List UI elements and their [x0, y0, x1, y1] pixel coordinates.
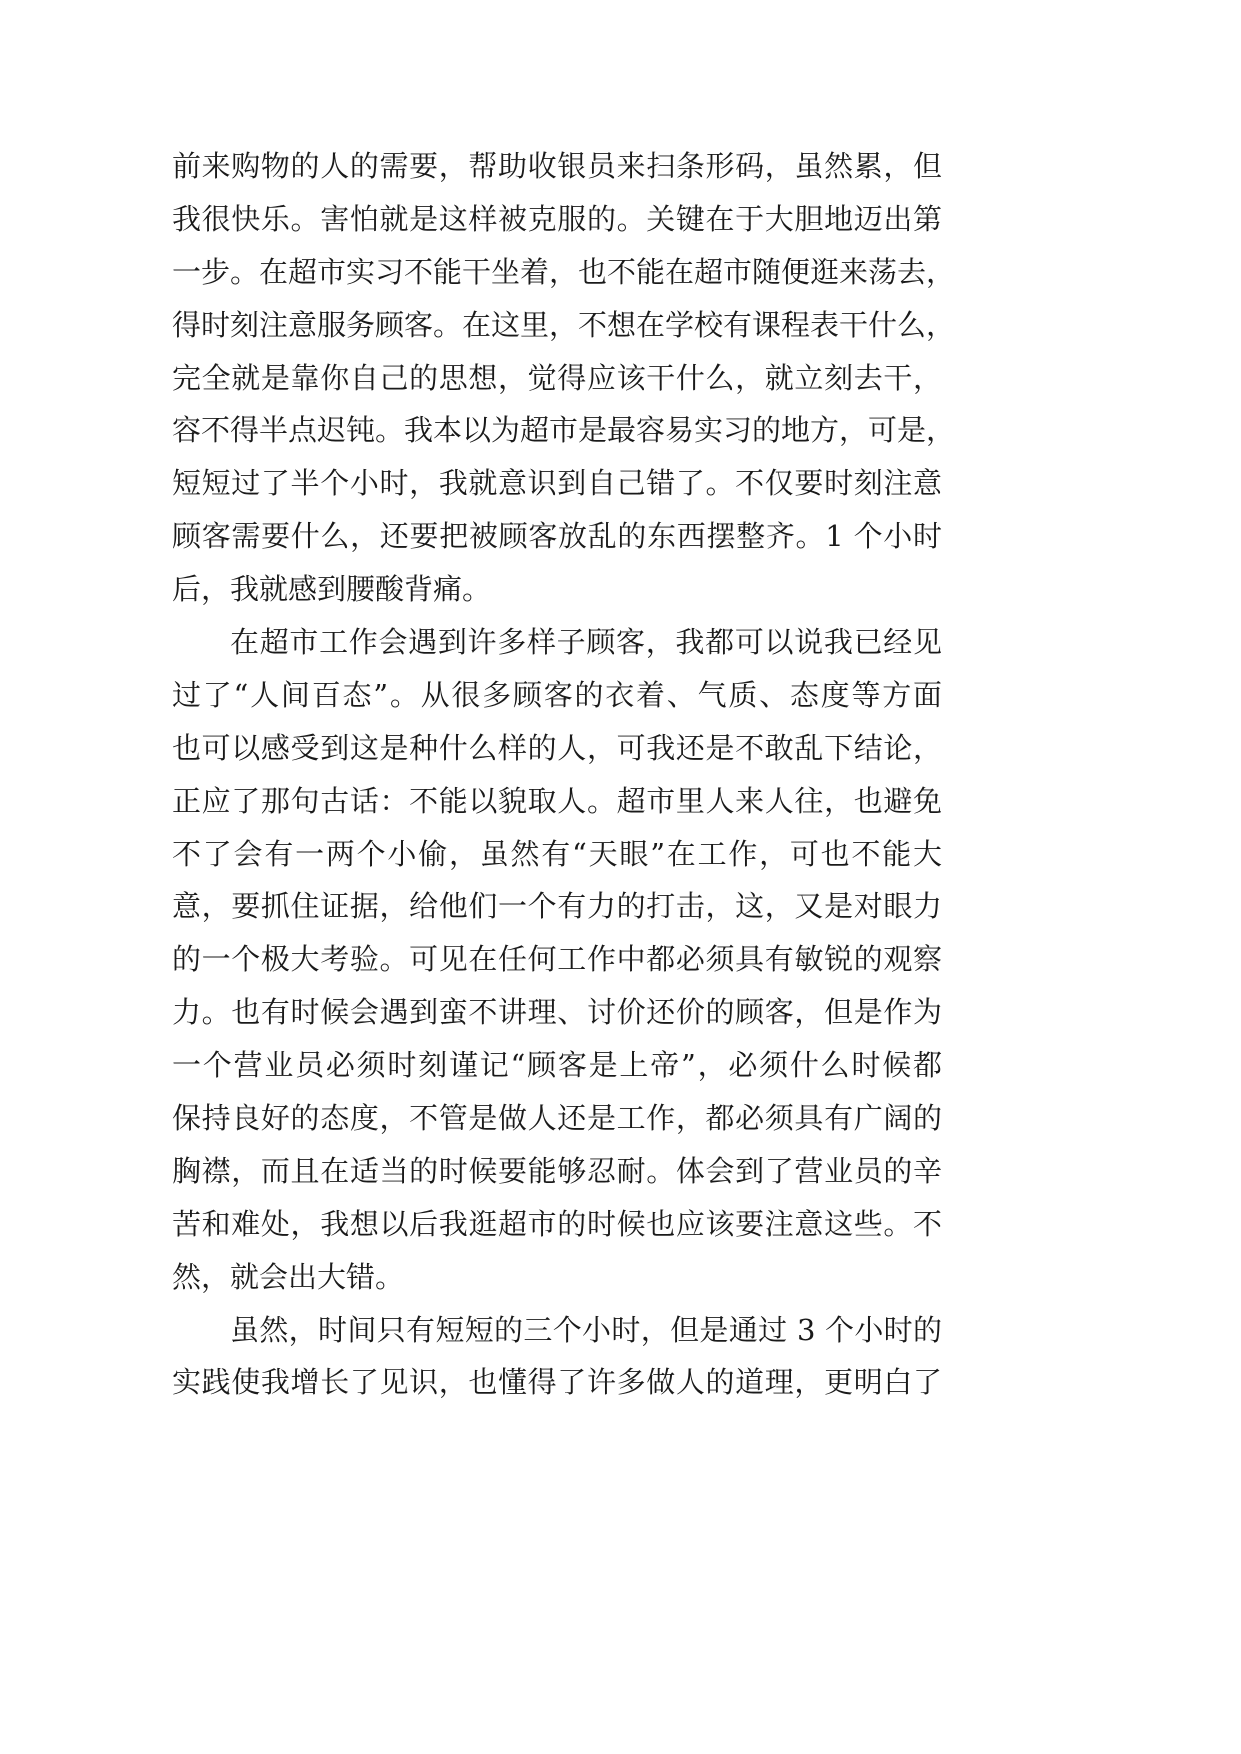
text-line: 胸襟，而且在适当的时候要能够忍耐。体会到了营业员的辛: [172, 1153, 942, 1188]
text-line: 我很快乐。害怕就是这样被克服的。关键在于大胆地迈出第: [172, 201, 942, 236]
text-line: 顾客需要什么，还要把被顾客放乱的东西摆整齐。1 个小时: [172, 519, 942, 554]
body-text: [172, 140, 956, 1409]
text-line: 的一个极大考验。可见在任何工作中都必须具有敏锐的观察: [172, 942, 942, 977]
text-line: 意，要抓住证据，给他们一个有力的打击，这，又是对眼力: [172, 889, 942, 924]
text-line: 前来购物的人的需要，帮助收银员来扫条形码，虽然累，但: [172, 149, 942, 183]
text-line: 然，就会出大错。: [172, 1259, 405, 1294]
text-line: 力。也有时候会遇到蛮不讲理、讨价还价的顾客，但是作为: [172, 995, 942, 1030]
text-line: 后，我就感到腰酸背痛。: [172, 572, 492, 607]
text-line: 完全就是靠你自己的思想，觉得应该干什么，就立刻去干，: [172, 360, 942, 395]
text-line: 得时刻注意服务顾客。在这里，不想在学校有课程表干什么，: [172, 307, 956, 342]
text-line: 不了会有一两个小偷，虽然有“天眼”在工作，可也不能大: [172, 836, 942, 871]
text-line: 实践使我增长了见识，也懂得了许多做人的道理，更明白了: [172, 1365, 942, 1400]
text-line: 虽然，时间只有短短的三个小时，但是通过 3 个小时的: [230, 1312, 942, 1347]
text-line: 一步。在超市实习不能干坐着，也不能在超市随便逛来荡去，: [172, 254, 956, 289]
text-line: 保持良好的态度，不管是做人还是工作，都必须具有广阔的: [172, 1101, 942, 1136]
text-line: 过了“人间百态”。从很多顾客的衣着、气质、态度等方面: [172, 677, 942, 712]
text-line: 正应了那句古话：不能以貌取人。超市里人来人往，也避免: [172, 783, 942, 818]
text-line: 苦和难处，我想以后我逛超市的时候也应该要注意这些。不: [172, 1206, 942, 1241]
text-line: 在超市工作会遇到许多样子顾客，我都可以说我已经见: [230, 625, 942, 660]
text-line: 容不得半点迟钝。我本以为超市是最容易实习的地方，可是，: [172, 413, 956, 448]
text-line: 也可以感受到这是种什么样的人，可我还是不敢乱下结论，: [172, 730, 942, 765]
text-line: 一个营业员必须时刻谨记“顾客是上帝”，必须什么时候都: [172, 1048, 942, 1083]
text-line: 短短过了半个小时，我就意识到自己错了。不仅要时刻注意: [172, 466, 942, 501]
